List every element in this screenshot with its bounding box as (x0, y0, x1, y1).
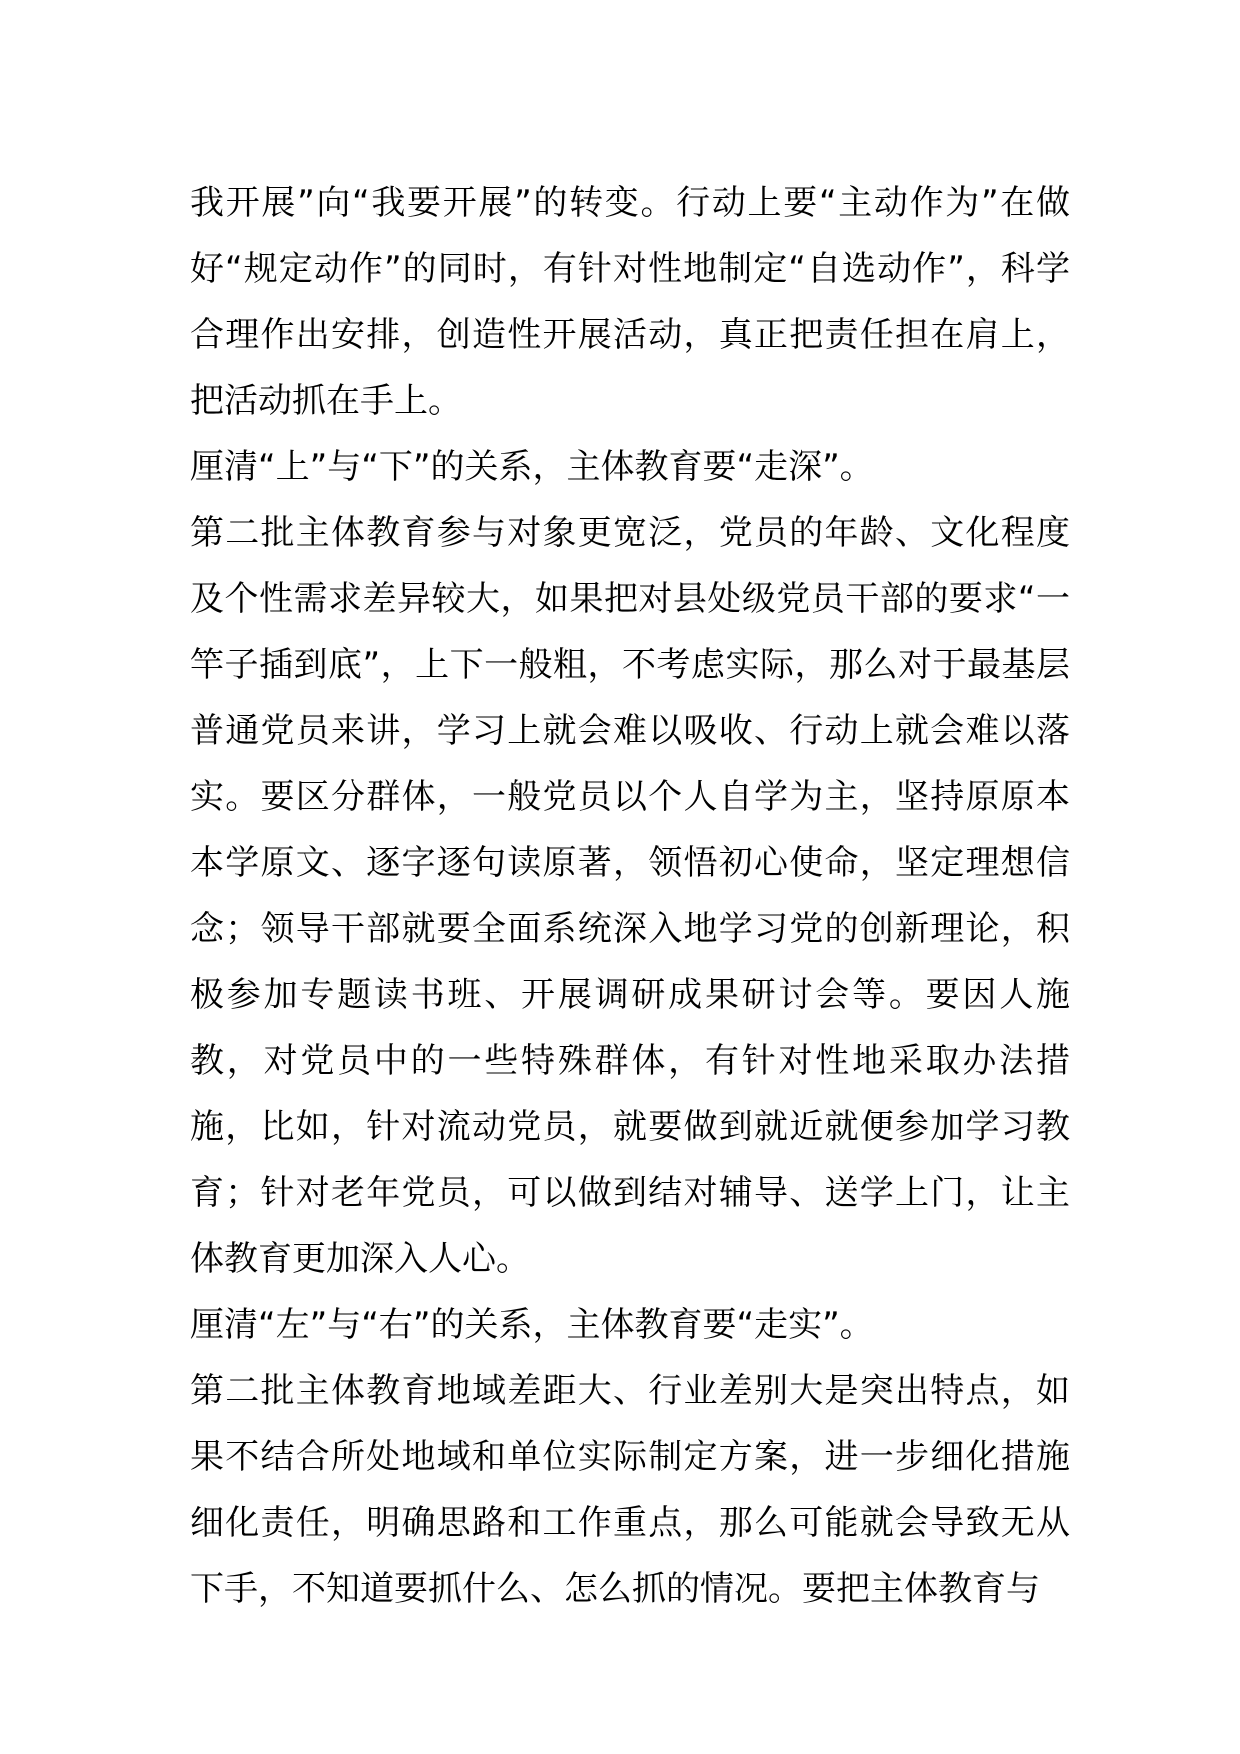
section-heading-zuo-you: 厘清“左”与“右”的关系，主体教育要“走实”。 (190, 1305, 874, 1345)
paragraph-shang-xia: 第二批主体教育参与对象更宽泛，党员的年龄、文化程度及个性需求差异较大，如果把对县处级党员干部的要求“一竿子插到底”，上下一般粗，不考虑实际，那么对于最基层普通党员来讲，学习上就会难以吸收、行动上就会难以落实。要区分群体，一般党员以个人自学为主，坚持原原本本学原文、逐字逐句读原著，领悟初心使命，坚定理想信念；领导干部就要全面系统深入地学习党的创新理论，积极参加专题读书班、开展调研成果研讨会等。要因人施教，对党员中的一些特殊群体，有针对性地采取办法措施，比如，针对流动党员，就要做到就近就便参加学习教育；针对老年党员，可以做到结对辅导、送学上门，让主体教育更加深入人心。 (190, 513, 1070, 1279)
paragraph-zuo-you: 第二批主体教育地域差距大、行业差别大是突出特点，如果不结合所处地域和单位实际制定方案，进一步细化措施细化责任，明确思路和工作重点，那么可能就会导致无从下手，不知道要抓什么、怎么抓的情况。要把主体教育与 (190, 1371, 1070, 1609)
document-body (190, 170, 1070, 1622)
paragraph-continuation: 我开展”向“我要开展”的转变。行动上要“主动作为”在做好“规定动作”的同时，有针对性地制定“自选动作”，科学合理作出安排，创造性开展活动，真正把责任担在肩上，把活动抓在手上。 (190, 183, 1070, 421)
section-heading-shang-xia: 厘清“上”与“下”的关系，主体教育要“走深”。 (190, 447, 874, 487)
